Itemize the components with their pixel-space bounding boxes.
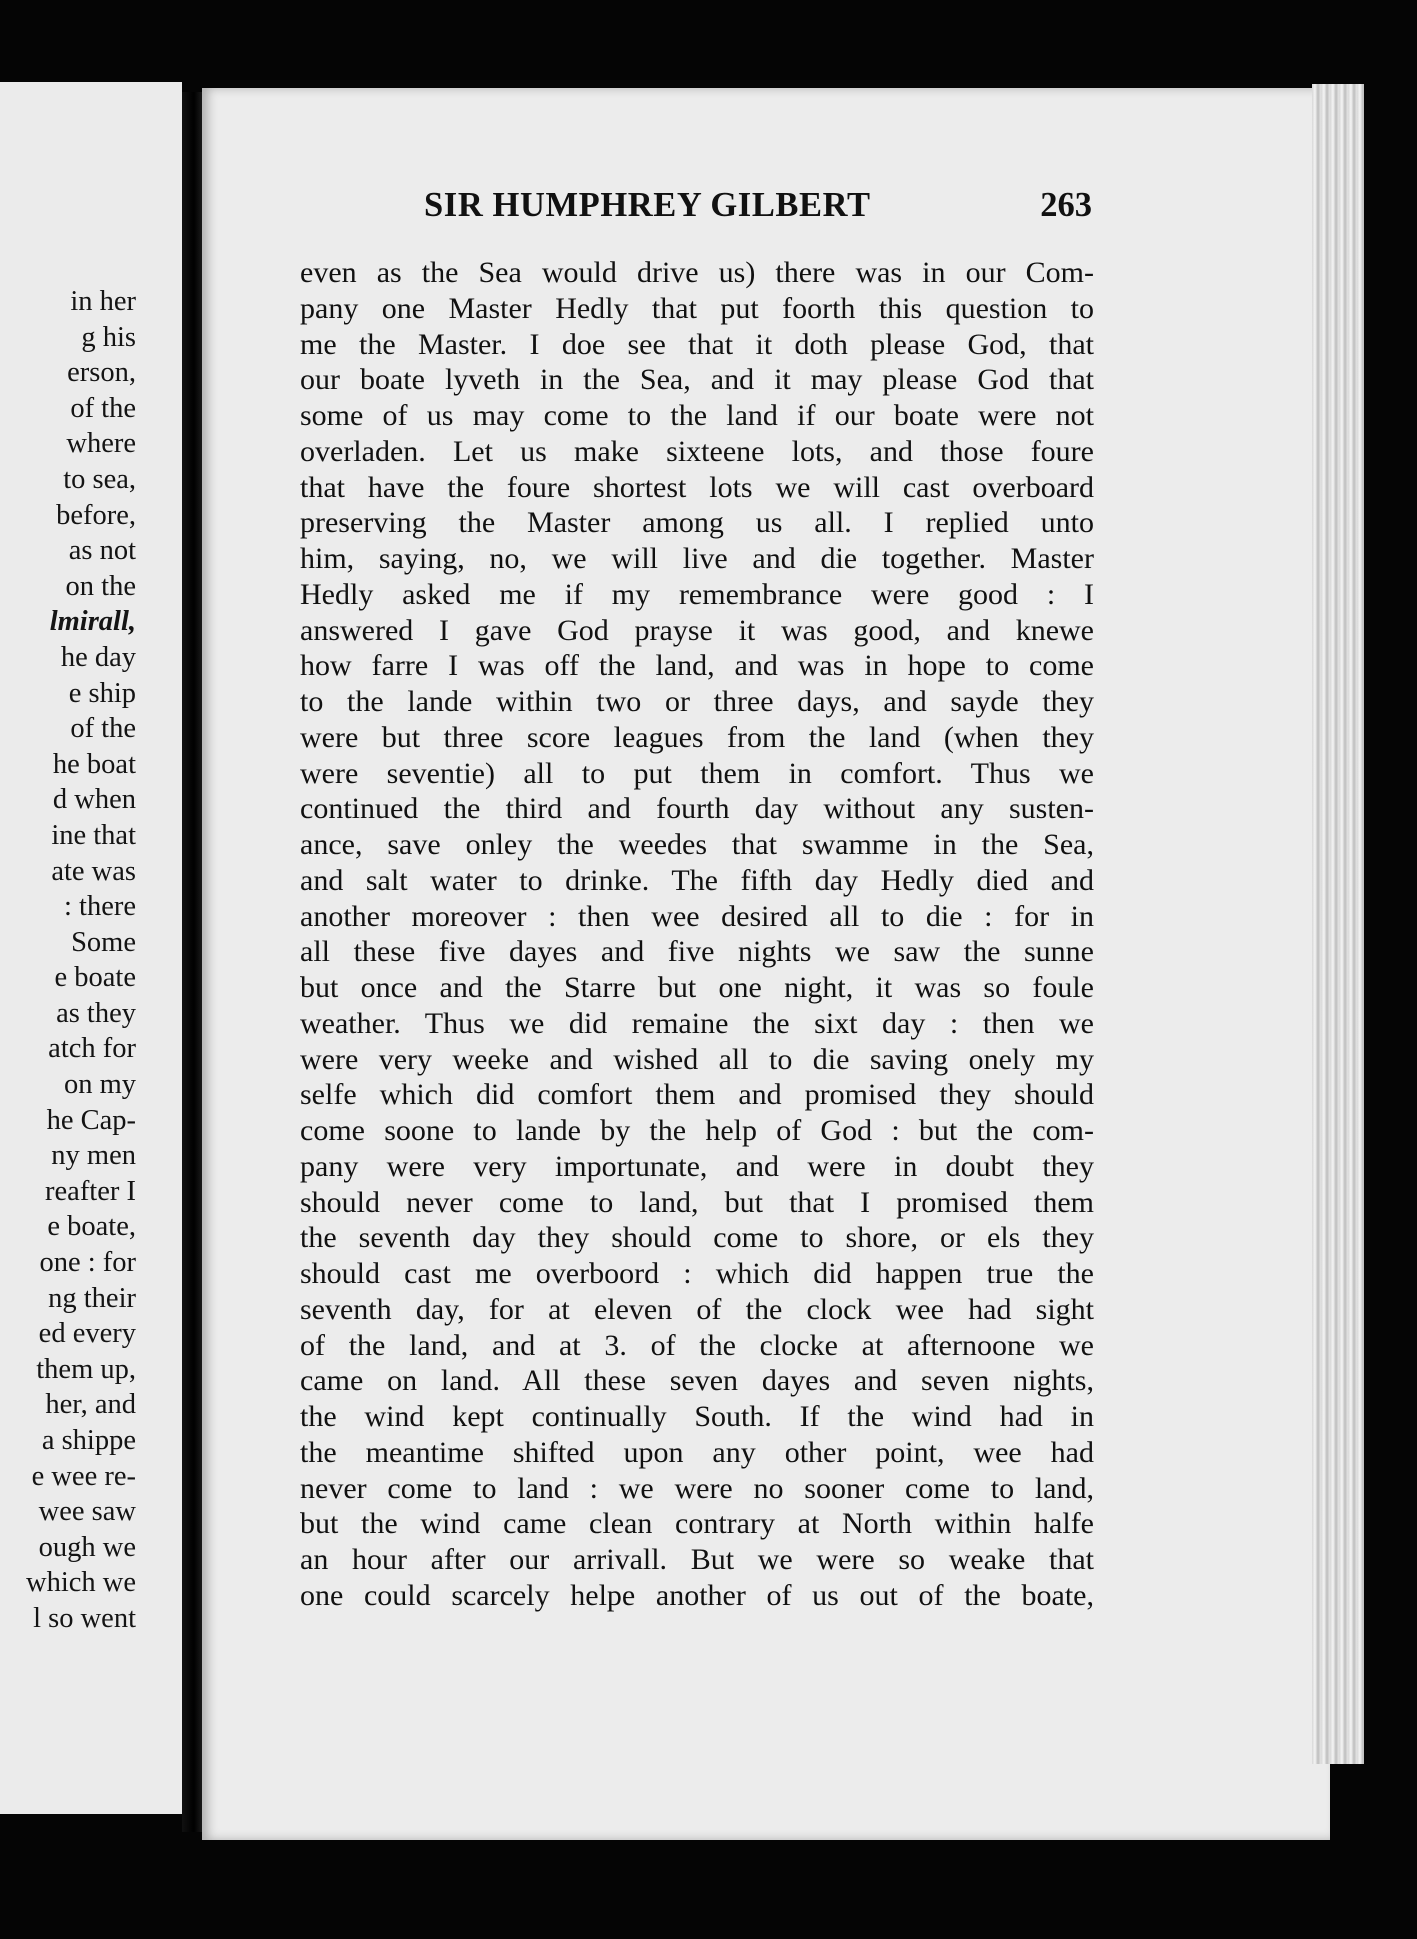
- previous-page-line: ough we: [38, 1531, 136, 1563]
- page-number: 263: [1040, 186, 1092, 224]
- text-line: selfe which did comfort them and promised they should: [300, 1078, 1094, 1112]
- previous-page-line: as not: [68, 535, 136, 567]
- previous-page-line: a shippe: [41, 1425, 136, 1456]
- text-line: our boate lyveth in the Sea, and it may please God that: [300, 363, 1094, 397]
- previous-page-line: which we: [25, 1567, 136, 1599]
- previous-page-line: l so went: [33, 1602, 136, 1634]
- running-head: [424, 186, 1092, 234]
- text-line: but once and the Starre but one night, it was so foule: [300, 971, 1094, 1004]
- text-line: come soone to lande by the help of God : but the com-: [300, 1114, 1094, 1147]
- text-line: the meantime shifted upon any other point, wee had: [300, 1435, 1094, 1469]
- previous-page-line: ate was: [51, 855, 136, 887]
- text-line: should cast me overboord : which did happen true the: [300, 1257, 1094, 1290]
- page-edge: [1312, 84, 1364, 1764]
- text-line: weather. Thus we did remaine the sixt day : then we: [300, 1006, 1094, 1040]
- previous-page-line: atch for: [48, 1033, 136, 1065]
- previous-page-line: her, and: [45, 1389, 136, 1421]
- text-line: one could scarcely helpe another of us out of the boate,: [300, 1578, 1094, 1612]
- previous-page-line: in her: [70, 286, 136, 317]
- previous-page-line: he boat: [52, 748, 136, 780]
- text-line: that have the foure shortest lots we will cast overboard: [300, 470, 1094, 504]
- previous-page-line: one : for: [39, 1247, 136, 1279]
- previous-page-line: : there: [63, 891, 136, 923]
- text-line: of the land, and at 3. of the clocke at afternoone we: [300, 1328, 1094, 1362]
- text-line: seventh day, for at eleven of the clock wee had sight: [300, 1292, 1094, 1326]
- text-line: the wind kept continually South. If the wind had in: [300, 1400, 1094, 1433]
- text-line: answered I gave God prayse it was good, and knewe: [300, 613, 1094, 647]
- previous-page-line: lmirall,: [49, 606, 136, 638]
- previous-page-line: e wee re-: [31, 1460, 136, 1492]
- previous-page-line: wee saw: [38, 1496, 136, 1528]
- previous-page-line: ine that: [51, 819, 136, 851]
- previous-page-line: g his: [81, 321, 136, 353]
- previous-page-line: he Cap-: [46, 1104, 136, 1136]
- text-line: and salt water to drinke. The fifth day Hedly died and: [300, 863, 1094, 897]
- text-line: even as the Sea would drive us) there was in our Com-: [300, 256, 1094, 289]
- previous-page-line: as they: [56, 997, 136, 1029]
- previous-page: [0, 82, 182, 1814]
- previous-page-line: where: [66, 428, 136, 460]
- body-text: [300, 255, 1094, 1614]
- text-line: were but three score leagues from the land (when they: [300, 720, 1094, 754]
- previous-page-line: e boate,: [47, 1211, 136, 1243]
- text-line: were very weeke and wished all to die saving onely my: [300, 1042, 1094, 1076]
- previous-page-line: ed every: [38, 1318, 136, 1350]
- text-line: another moreover : then wee desired all to die : for in: [300, 899, 1094, 933]
- previous-page-line: of the: [70, 392, 136, 424]
- text-line: some of us may come to the land if our boate were not: [300, 399, 1094, 432]
- previous-page-line: erson,: [67, 357, 136, 389]
- previous-page-line: ny men: [51, 1140, 136, 1172]
- previous-page-line: of the: [70, 713, 136, 745]
- text-line: him, saying, no, we will live and die together. Master: [300, 542, 1094, 575]
- previous-page-line: to sea,: [63, 463, 136, 495]
- text-line: pany one Master Hedly that put foorth this question to: [300, 291, 1094, 325]
- previous-page-line: e boate: [54, 962, 136, 994]
- text-line: an hour after our arrivall. But we were so weake that: [300, 1543, 1094, 1576]
- text-line: to the lande within two or three days, and sayde they: [300, 685, 1094, 718]
- text-line: ance, save onley the weedes that swamme in the Sea,: [300, 828, 1094, 861]
- previous-page-text: [26, 284, 136, 1637]
- text-line: continued the third and fourth day without any susten-: [300, 792, 1094, 826]
- previous-page-line: he day: [60, 641, 136, 673]
- previous-page-line: e ship: [68, 677, 136, 709]
- text-line: were seventie) all to put them in comfort. Thus we: [300, 756, 1094, 790]
- previous-page-line: on my: [63, 1069, 136, 1101]
- text-line: me the Master. I doe see that it doth please God, that: [300, 327, 1094, 361]
- text-line: the seventh day they should come to shore, or els they: [300, 1221, 1094, 1255]
- previous-page-line: on the: [65, 570, 136, 602]
- text-line: Hedly asked me if my remembrance were good : I: [300, 577, 1094, 611]
- text-line: should never come to land, but that I promised them: [300, 1185, 1094, 1219]
- previous-page-line: Some: [71, 926, 136, 958]
- book-gutter: [182, 92, 202, 1832]
- text-line: preserving the Master among us all. I replied unto: [300, 506, 1094, 540]
- running-head-title: SIR HUMPHREY GILBERT: [424, 186, 871, 224]
- previous-page-line: ng their: [48, 1282, 136, 1314]
- text-line: how farre I was off the land, and was in hope to come: [300, 649, 1094, 683]
- text-line: came on land. All these seven dayes and seven nights,: [300, 1364, 1094, 1398]
- text-line: pany were very importunate, and were in doubt they: [300, 1149, 1094, 1183]
- previous-page-line: reafter I: [45, 1175, 136, 1207]
- text-line: overladen. Let us make sixteene lots, and those foure: [300, 434, 1094, 468]
- previous-page-line: before,: [56, 499, 136, 531]
- text-line: never come to land : we were no sooner come to land,: [300, 1471, 1094, 1505]
- previous-page-line: them up,: [36, 1353, 136, 1385]
- text-line: but the wind came clean contrary at North within halfe: [300, 1507, 1094, 1541]
- text-line: all these five dayes and five nights we saw the sunne: [300, 935, 1094, 969]
- previous-page-line: d when: [52, 784, 136, 816]
